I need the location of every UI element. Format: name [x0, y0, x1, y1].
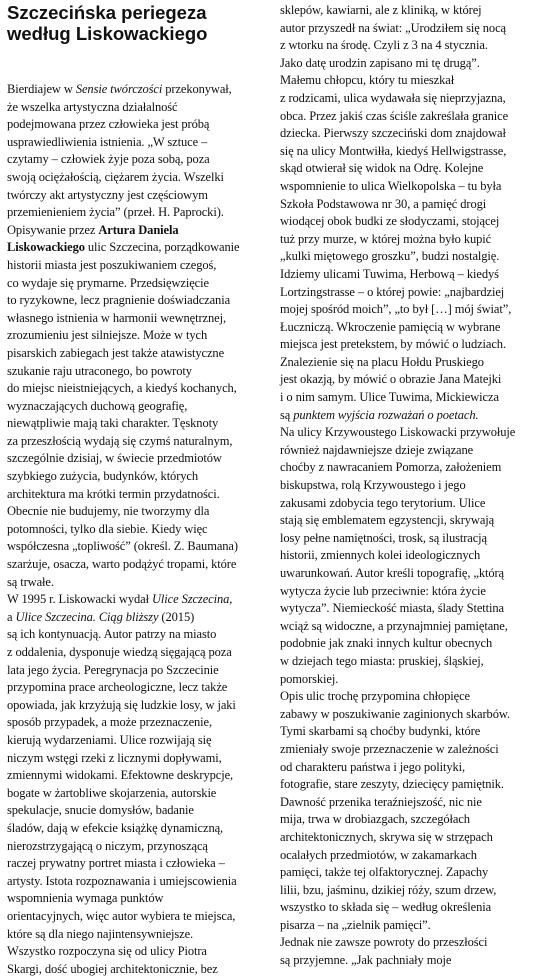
text-line [280, 459, 539, 477]
text-line [280, 213, 539, 231]
text-segment: Szkoła Podstawowa nr 30, a pamięć drogi [280, 196, 487, 211]
text-line [280, 776, 539, 794]
text-segment: uwarunkowań. Autor kreśli topografię, „którą [280, 566, 505, 580]
text-line [280, 371, 539, 389]
text-line [7, 151, 265, 169]
text-segment: wytycza życie lub przeciwnie: która życie [280, 583, 486, 598]
text-segment: historii, zmiennych kolei ideologicznych [280, 548, 481, 563]
text-segment: dziecka. Pierwszy szczeciński dom znajdował [280, 126, 506, 141]
text-line [7, 662, 265, 680]
text-line [7, 433, 265, 451]
bold-text: Liskowackiego [7, 240, 85, 255]
text-segment: obca. Przez jakiś czas ściśle zakreślała granice [280, 108, 509, 123]
text-line [280, 319, 539, 337]
text-line [280, 899, 539, 917]
text-segment: że wszelka artystyczna działalność [7, 99, 178, 114]
text-line [7, 503, 265, 521]
text-segment: sklepów, kawiarni, ale z kliniką, w której [280, 3, 482, 17]
text-segment: w dziejach tego miasta: pruskiej, śląskiej, [280, 653, 484, 668]
text-line [280, 90, 539, 108]
text-line [7, 802, 265, 820]
text-segment: z rodzicami, ulica wydawała się nieprzyjazna, [280, 90, 506, 105]
text-line [280, 2, 539, 20]
text-segment: się na ulicy Montwiłła, kiedyś Hellwigstrasse, [280, 143, 507, 158]
text-segment: Bierdiajew w [7, 82, 76, 96]
text-segment: Obecnie nie budujemy, nie tworzymy dla [7, 504, 210, 519]
text-line [280, 512, 539, 530]
text-line [280, 108, 539, 126]
text-segment: Jednak nie zawsze powroty do przeszłości [280, 935, 488, 950]
text-line [280, 864, 539, 882]
text-segment: wspomnienia wymaga punktów [7, 891, 164, 906]
text-segment: wciąż są widoczne, a przynajmniej pamiętane, [280, 618, 508, 633]
text-segment: swoją ociężałością, ciężarem życia. Wszelki [7, 169, 224, 184]
text-segment: „kulki miętowego groszku”, budzi nostalgię. [280, 249, 500, 264]
right-column [280, 2, 539, 970]
text-segment: Opisywanie przez [7, 222, 99, 237]
text-line [7, 767, 265, 785]
text-segment: z oddalenia, dysponuje wiedzą sięgającą poza [7, 645, 232, 659]
text-line [7, 855, 265, 873]
text-line [7, 961, 265, 978]
text-segment: raczej prywatny portret miasta i człowieka – [7, 856, 225, 871]
text-line [7, 679, 265, 697]
text-line [280, 847, 539, 865]
text-line [280, 759, 539, 777]
text-segment: Jako datę urodzin zapisano mi tę drugą”. [280, 55, 480, 70]
text-line [7, 415, 265, 433]
text-segment: to ryzykowne, lecz pragnienie doświadczania [7, 293, 231, 308]
text-segment: są [280, 407, 294, 422]
text-line [280, 917, 539, 935]
text-line [280, 477, 539, 495]
text-line [7, 468, 265, 486]
text-line [7, 697, 265, 715]
text-segment: Wszystko rozpoczyna się od ulicy Piotra [7, 944, 207, 959]
text-line [280, 442, 539, 460]
text-line [280, 231, 539, 249]
text-segment: od charakteru państwa i jego polityki, [280, 759, 466, 774]
text-line [280, 723, 539, 741]
text-line [7, 785, 265, 803]
text-line [7, 838, 265, 856]
text-segment: do miejsc nieistniejących, a kiedyś kochanych, [7, 381, 237, 396]
text-segment: czytamy – człowiek żyje poza sobą, poza [7, 152, 210, 167]
text-segment: które są dla niego najintensywniejsze. [7, 926, 194, 941]
text-line [7, 257, 265, 275]
text-segment: zabawy w poszukiwanie zaginionych skarbów. [280, 706, 510, 721]
text-line [7, 380, 265, 398]
text-segment: wytycza”. Niemieckość miasta, ślady Stettina [280, 601, 505, 616]
text-segment: szybkiego zużycia, budynków, których [7, 469, 199, 484]
text-segment: twórczy akt artystyczny jest częściowym [7, 187, 208, 202]
left-column [7, 0, 265, 978]
text-segment: Opis ulic trochę przypomina chłopięce [280, 689, 470, 704]
text-segment: mojej spośród moich”, „to był […] mój świat”, [280, 302, 512, 317]
text-segment: skąd otwierał się widok na Odrę. Kolejne [280, 161, 484, 176]
text-line [280, 284, 539, 302]
text-segment: lilii, bzu, jaśminu, dzikiej róży, szum drzew, [280, 882, 497, 897]
text-segment: opowiada, jak krzyżują się ludzkie losy, w jaki [7, 697, 236, 712]
text-line [7, 222, 265, 240]
text-line [7, 486, 265, 504]
text-line [7, 204, 265, 222]
text-segment: przypomina prace archeologiczne, lecz także [7, 680, 228, 695]
text-line [280, 37, 539, 55]
text-segment: są przyjemne. „Jak pachniały moje [280, 953, 452, 968]
text-line [7, 134, 265, 152]
text-segment: Lortzingstrasse – o której powie: „najbardziej [280, 284, 505, 299]
text-line [280, 495, 539, 513]
left-column-text [7, 81, 265, 978]
text-line [280, 635, 539, 653]
text-line [7, 908, 265, 926]
text-line [280, 829, 539, 847]
text-segment: pamięci, także tej olfaktorycznej. Zapachy [280, 865, 489, 880]
text-segment: W 1995 r. Liskowacki wydał [7, 592, 152, 607]
text-segment: architektura ma krótki termin przydatności. [7, 486, 220, 501]
text-segment: wiodącej obok budki ze słodyczami, stojącej [280, 214, 500, 229]
italic-text: Ulice Szczecina, [151, 592, 233, 607]
text-segment: jest okazją, by mówić o obrazie Jana Matejki [280, 372, 502, 387]
text-segment: architektonicznych, skrywa się w strzępach [280, 829, 493, 844]
text-segment: są ich kontynuacją. Autor patrzy na miasto [7, 627, 217, 642]
text-segment: nierozstrzygającą o niczym, przynoszącą [7, 838, 208, 853]
text-line [7, 943, 265, 961]
title-line: według Liskowackiego [7, 23, 208, 44]
text-segment: również najdawniejsze dzieje związane [280, 442, 474, 457]
text-segment: choćby z nawracaniem Pomorza, założeniem [280, 460, 502, 475]
text-segment: autor przyszedł na świat: „Urodziłem się nocą [280, 20, 506, 35]
text-line [280, 547, 539, 565]
text-line [280, 794, 539, 812]
italic-text: punktem wyjścia rozważań o poetach. [293, 407, 479, 422]
text-line [280, 55, 539, 73]
text-line [280, 424, 539, 442]
text-segment: szczególnie dzisiaj, w świecie przedmiotów [7, 451, 222, 466]
text-segment: wyznaczających duchową geografię, [7, 398, 188, 413]
text-line [280, 407, 539, 425]
text-line [7, 327, 265, 345]
text-line [280, 143, 539, 161]
text-segment: śladów, dają w efekcie książkę dynamiczną, [7, 820, 224, 835]
text-segment: tuż przy murze, w której można było kupić [280, 231, 492, 246]
text-line [280, 336, 539, 354]
text-line [280, 618, 539, 636]
text-line [280, 72, 539, 90]
text-segment: (2015) [158, 609, 195, 624]
text-line [280, 688, 539, 706]
text-segment: lata jego życia. Peregrynacja po Szczecinie [7, 662, 219, 677]
text-line [7, 275, 265, 293]
text-line [7, 732, 265, 750]
text-segment: historii miasta jest poszukiwaniem czegoś, [7, 257, 217, 272]
text-segment: szarżuje, osacza, warto podążyć tropami, które [7, 557, 237, 572]
text-segment: podejmowana przez człowieka jest próbą [7, 117, 210, 132]
text-segment: własnego istnienia w harmonii wewnętrznej, [7, 310, 226, 325]
text-segment: ulic Szczecina, porządkowanie [84, 240, 240, 255]
text-segment: kierują wydarzeniami. Ulice rozwijają się [7, 732, 212, 747]
text-line [7, 310, 265, 328]
text-line [280, 125, 539, 143]
article-title [7, 0, 265, 44]
text-segment: za przeszłością wydają się czymś naturalnym, [7, 433, 233, 448]
text-segment: Na ulicy Krzywoustego Liskowacki przywołuje [280, 425, 516, 440]
text-segment: ocalałych przedmiotów, w zakamarkach [280, 847, 477, 862]
text-segment: orientacyjnych, więc autor wybiera te miejsca, [7, 908, 236, 923]
text-segment: wspomnienie to ulica Wielkopolska – tu była [280, 178, 502, 193]
text-line [7, 169, 265, 187]
text-segment: sposób przypadek, a może przeznaczenie, [7, 715, 213, 730]
text-line [280, 178, 539, 196]
text-segment: zrozumieniu jest silniejsze. Może w tych [7, 328, 208, 343]
right-column-text [280, 2, 539, 970]
text-line [280, 653, 539, 671]
text-line [7, 890, 265, 908]
text-line [280, 741, 539, 759]
text-line [7, 750, 265, 768]
text-line [7, 363, 265, 381]
text-segment: współczesna „topliwość” (określ. Z. Baumana) [7, 539, 238, 554]
text-segment: z wtorku na środę. Czyli z 3 na 4 stycznia. [280, 38, 488, 53]
text-line [7, 538, 265, 556]
text-segment: miejsca jest pretekstem, by mówić o ludziach. [280, 337, 506, 352]
text-segment: bogate w żartobliwe skojarzenia, autorskie [7, 785, 217, 800]
text-line [7, 99, 265, 117]
text-segment: zmiennymi widokami. Efektowne deskrypcje, [7, 768, 234, 783]
text-line [280, 565, 539, 583]
text-line [280, 248, 539, 266]
text-line [280, 20, 539, 38]
text-segment: losy pełne namiętności, trosk, są ilustracją [280, 530, 488, 545]
text-segment: usprawiedliwienia istnienia. „W sztuce – [7, 134, 208, 149]
text-line [7, 116, 265, 134]
italic-text: Sensie twórczości [75, 82, 163, 96]
text-segment: potomności, tylko dla siebie. Kiedy więc [7, 521, 208, 536]
text-segment: niczym wstęgi rzeki z licznymi dopływami, [7, 750, 222, 765]
text-segment: artysty. Istota rozpoznawania i umiejscowienia [7, 873, 237, 888]
text-segment: Dawność przenika teraźniejszość, nic nie [280, 794, 482, 809]
text-line [7, 556, 265, 574]
text-line [280, 882, 539, 900]
text-line [280, 952, 539, 970]
text-line [280, 706, 539, 724]
text-line [7, 292, 265, 310]
text-line [7, 626, 265, 644]
text-segment: pisarskich zabiegach jest także atawistyczne [7, 345, 225, 360]
text-line [7, 345, 265, 363]
text-segment: stają się emblematem egzystencji, skrywają [280, 513, 495, 528]
text-line [7, 450, 265, 468]
text-segment: niewątpliwie mają taki charakter. Tęsknoty [7, 416, 219, 431]
text-segment: pomorskiej. [280, 671, 339, 686]
text-line [7, 820, 265, 838]
text-segment: Łuczniczą. Wkroczenie pamięcią w wybrane [280, 319, 501, 334]
text-segment: przemienieniem życia” (przeł. H. Paprocki). [7, 205, 224, 220]
text-line [280, 301, 539, 319]
text-segment: wszystko to składa się – według określenia [280, 900, 492, 915]
text-line [280, 196, 539, 214]
text-segment: Znalezienie się na placu Hołdu Pruskiego [280, 354, 484, 369]
title-line: Szczecińska periegeza [7, 2, 207, 23]
text-segment: są trwałe. [7, 574, 54, 589]
text-line [280, 160, 539, 178]
text-segment: biskupstwa, rolą Krzywoustego i jego [280, 478, 466, 493]
text-line [7, 591, 265, 609]
text-line [7, 873, 265, 891]
text-line [7, 81, 265, 99]
text-line [7, 644, 265, 662]
text-line [280, 811, 539, 829]
text-segment: Małemu chłopcu, który tu mieszkał [280, 73, 455, 88]
text-line [7, 398, 265, 416]
text-line [280, 671, 539, 689]
text-segment: co wydaje się prymarne. Przedsięwzięcie [7, 275, 209, 290]
text-line [7, 609, 265, 627]
text-segment: zmieniały swoje przeznaczenie w zależności [280, 741, 499, 756]
text-segment: a [7, 609, 16, 624]
text-segment: Idziemy ulicami Tuwima, Herbową – kiedyś [280, 266, 499, 281]
text-line [280, 530, 539, 548]
bold-text: Artura Daniela [98, 222, 179, 237]
text-segment: fotografie, stare zeszyty, dziecięcy pamiętnik. [280, 777, 504, 792]
text-segment: szukanie raju utraconego, bo powroty [7, 363, 192, 378]
text-segment: i o nim samym. Ulice Tuwima, Mickiewicza [280, 390, 499, 405]
text-segment: Skargi, dość ubogiej architektonicznie, bez [7, 961, 218, 976]
text-line [280, 354, 539, 372]
text-line [7, 187, 265, 205]
text-segment: mija, trwa w drobiazgach, szczegółach [280, 812, 470, 827]
text-line [280, 583, 539, 601]
italic-text: Ulice Szczecina. Ciąg bliższy [15, 609, 159, 624]
text-line [280, 934, 539, 952]
text-line [7, 239, 265, 257]
text-line [280, 389, 539, 407]
text-line [7, 926, 265, 944]
text-line [7, 714, 265, 732]
text-line [280, 600, 539, 618]
text-segment: Tymi skarbami są choćby budynki, które [280, 724, 481, 739]
text-line [7, 521, 265, 539]
text-line [280, 266, 539, 284]
text-segment: zakusami zdobycia tego terytorium. Ulice [280, 495, 486, 510]
text-segment: przekonywał, [162, 82, 232, 96]
text-line [7, 574, 265, 592]
text-segment: podobnie jak znaki innych kultur obecnych [280, 636, 493, 651]
text-segment: spekulacje, snucie domysłów, badanie [7, 803, 194, 818]
text-segment: pisarza – na „zielnik pamięci”. [280, 917, 431, 932]
